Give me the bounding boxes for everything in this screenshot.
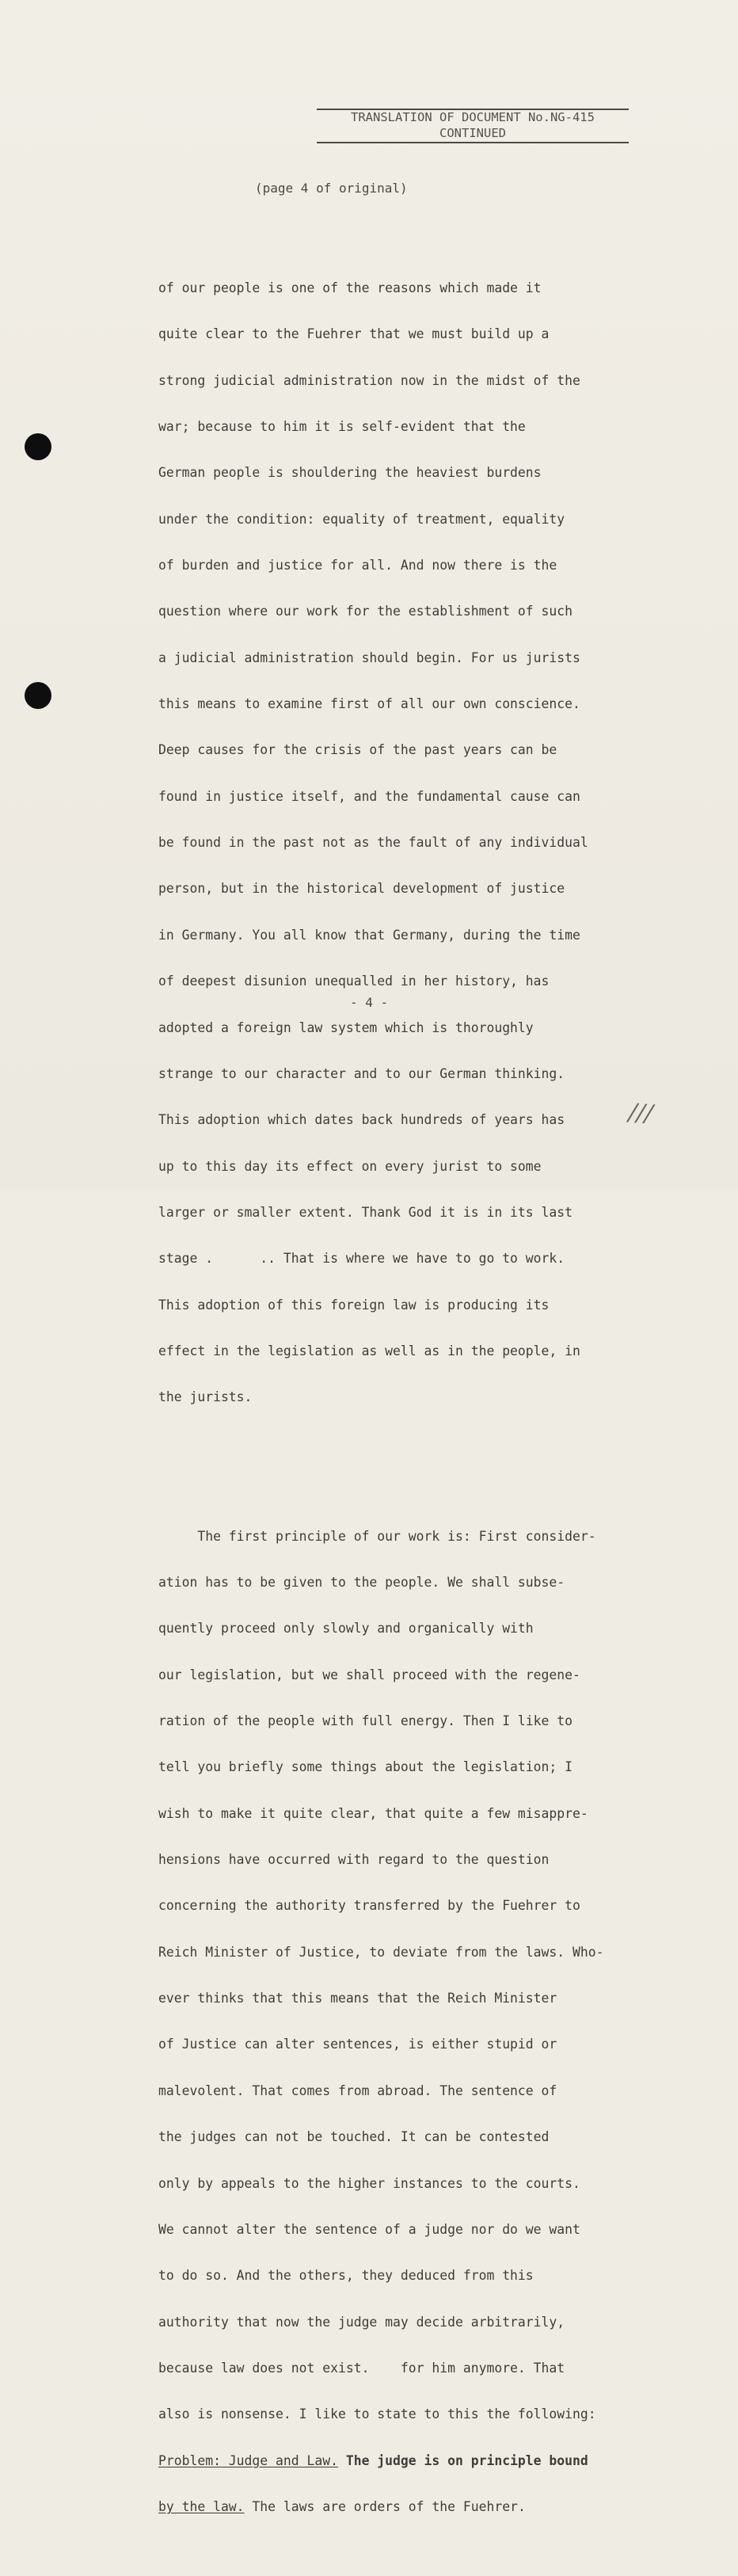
text-line [158, 2499, 681, 2514]
text-line: quite clear to the Fuehrer that we must build up a [158, 326, 550, 342]
text-line: German people is shouldering the heaviest burdens [158, 465, 542, 481]
text-line: of Justice can alter sentences, is either stupid or [158, 2037, 557, 2052]
text-line: of our people is one of the reasons which made it [158, 280, 542, 295]
handwritten-mark: /// [627, 1098, 654, 1129]
text-line: hensions have occurred with regard to the question [158, 1852, 550, 1868]
text-line: be found in the past not as the fault of any individual [158, 835, 588, 851]
text-line: authority that now the judge may decide arbitrarily, [158, 2314, 565, 2330]
text-line: This adoption which dates back hundreds of years has [158, 1112, 565, 1128]
text-line: tell you briefly some things about the legislation; I [158, 1759, 573, 1775]
text-segment: The laws are orders of the Fuehrer. [244, 2499, 526, 2515]
header-title: TRANSLATION OF DOCUMENT No.NG-415 [351, 110, 595, 124]
document-header [317, 109, 629, 141]
punch-hole-upper [25, 433, 51, 460]
text-line: Deep causes for the crisis of the past years can be [158, 742, 557, 758]
text-line: wish to make it quite clear, that quite a few misappre- [158, 1805, 588, 1821]
text-line: up to this day its effect on every jurist to some [158, 1158, 542, 1174]
text-line: only by appeals to the higher instances to the courts. [158, 2175, 580, 2191]
text-line: also is nonsense. I like to state to this the following: [158, 2406, 596, 2422]
text-line: the judges can not be touched. It can be contested [158, 2129, 550, 2145]
text-line: our legislation, but we shall proceed with the regene- [158, 1667, 580, 1682]
header-bottom-rule [317, 142, 629, 143]
text-line: question where our work for the establishment of such [158, 604, 573, 619]
text-line: strong judicial administration now in the midst of the [158, 372, 580, 388]
text-line: this means to examine first of all our own conscience. [158, 696, 580, 712]
text-line: under the condition: equality of treatment, equality [158, 511, 565, 527]
text-line: concerning the authority transferred by the Fuehrer to [158, 1898, 580, 1914]
text-line: effect in the legislation as well as in the people, in [158, 1343, 580, 1359]
text-line: malevolent. That comes from abroad. The sentence of [158, 2083, 557, 2098]
header-subtitle: CONTINUED [439, 126, 506, 140]
text-line: found in justice itself, and the fundamental cause can [158, 788, 580, 804]
body-text [158, 219, 681, 2576]
punch-hole-lower [25, 682, 51, 709]
text-line: to do so. And the others, they deduced from this [158, 2268, 534, 2284]
text-line: a judicial administration should begin. For us jurists [158, 650, 580, 665]
text-line: of deepest disunion unequalled in her history, has [158, 974, 550, 989]
text-line [158, 2453, 681, 2468]
paragraph-1 [158, 250, 681, 1436]
text-line: quently proceed only slowly and organically with [158, 1621, 534, 1637]
text-line: strange to our character and to our German thinking. [158, 1065, 565, 1081]
paragraph-2 [158, 1498, 681, 2546]
page-number: - 4 - [350, 995, 389, 1010]
text-line: The first principle of our work is: First consider- [158, 1528, 596, 1544]
original-page-reference: (page 4 of original) [255, 181, 408, 196]
text-line: adopted a foreign law system which is thoroughly [158, 1019, 534, 1035]
text-line: Reich Minister of Justice, to deviate from the laws. Who- [158, 1944, 604, 1960]
text-line: of burden and justice for all. And now there is the [158, 557, 557, 573]
text-segment: The judge is on principle bound [337, 2452, 588, 2468]
text-line: This adoption of this foreign law is producing its [158, 1297, 550, 1313]
text-line: stage . .. That is where we have to go to work. [158, 1251, 565, 1267]
text-line: ration of the people with full energy. Then I like to [158, 1713, 573, 1728]
text-line: person, but in the historical development of justice [158, 881, 565, 897]
text-line: the jurists. [158, 1389, 253, 1405]
underlined-heading: Problem: Judge and Law. [158, 2452, 338, 2468]
text-line: We cannot alter the sentence of a judge nor do we want [158, 2221, 580, 2237]
text-line: in Germany. You all know that Germany, during the time [158, 927, 580, 943]
text-line: because law does not exist. for him anymore. That [158, 2360, 565, 2376]
underlined-phrase: by the law. [158, 2499, 245, 2515]
text-line: ation has to be given to the people. We shall subse- [158, 1574, 565, 1590]
text-line: war; because to him it is self-evident that the [158, 418, 526, 434]
text-line: ever thinks that this means that the Reich Minister [158, 1991, 557, 2006]
text-line: larger or smaller extent. Thank God it is in its last [158, 1205, 573, 1220]
